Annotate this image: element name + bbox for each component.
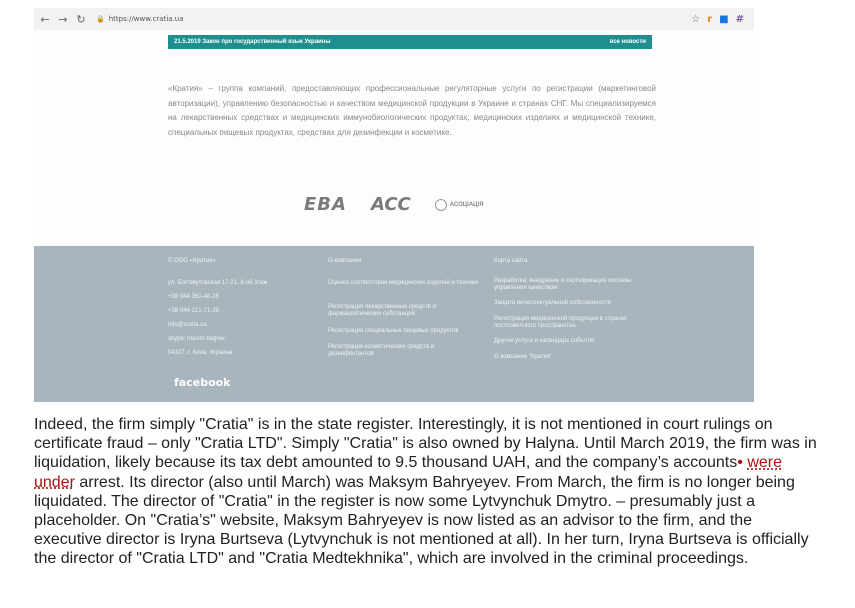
all-news-link[interactable]: все новости — [609, 39, 646, 45]
footer-email[interactable]: info@cratia.ua — [168, 322, 207, 328]
bookmark-star-icon[interactable]: ☆ — [691, 13, 701, 25]
about-paragraph: «Кратия» – группа компаний, предоставляющих профессиональные регуляторные услуги по регистрации (маркетинговой авторизации), управлению безопасностью и качеством медицинской продукции в Украине и странах СНГ. Мы специализируемся на лекарственных средствах и медицинских иммунобиологических продуктах, медицинских изделиях и медицинской технике, специальных пищевых продуктах, средствах для дезинфекции и косметике. — [168, 84, 656, 137]
website-content — [34, 30, 754, 402]
association-logo-label: АСОЦІАЦІЯ — [449, 201, 484, 208]
extension-icon[interactable]: ■ — [719, 13, 729, 25]
site-footer — [34, 246, 754, 402]
acc-logo[interactable]: ACC — [370, 194, 411, 215]
footer-link[interactable]: О компании — [328, 258, 362, 264]
footer-skype[interactable]: skype: maxim.bagrev — [168, 336, 225, 342]
footer-address: ул. Богговутовская 17-21, 6-ой этаж — [168, 280, 268, 286]
footer-link[interactable]: Другие услуги и календарь событий — [494, 338, 595, 344]
article-highlighted-text: were under — [34, 454, 782, 491]
article-part-1: Indeed, the firm simply "Cratia" is in the state register. Interestingly, it is not mentioned in court rulings on certificate fraud – only "Cratia LTD". Simply "Cratia" is also owned by Halyna. Until March 2019, the firm was in liquidation, likely because its tax debt amounted to 9.5 thousand UAH, and the company’s accounts — [34, 416, 817, 472]
extension-icon[interactable]: r — [707, 13, 713, 25]
footer-link[interactable]: Защита интеллектуальной собственности — [494, 300, 611, 306]
url-text[interactable]: https://www.cratia.ua — [108, 15, 184, 23]
news-bar — [168, 35, 652, 49]
footer-phone[interactable]: +38 044 221-71-29 — [168, 308, 219, 314]
footer-link[interactable]: Регистрация косметических средств и дезинфектантов — [328, 344, 435, 357]
article-paragraph — [34, 415, 824, 569]
footer-link[interactable]: О компании "Кратия" — [494, 354, 553, 360]
partner-logos — [304, 194, 484, 215]
lock-icon: 🔒 — [96, 15, 105, 23]
news-headline-link[interactable]: 21.5.2019 Закон про государственный язык Украины — [174, 39, 331, 45]
footer-link[interactable]: Регистрация специальных пищевых продуктов — [328, 328, 459, 334]
eba-logo[interactable]: EBA — [304, 194, 347, 215]
article-part-2: arrest. Its director (also until March) was Maksym Bahryeyev. From March, the firm is no longer being liquidated. The director of "Cratia" in the register is now some Lytvynchuk Dmytro. – presumably just a placeholder. On "Cratia’s" website, Maksym Bahryeyev is now listed as an advisor to the firm, and the executive director is Iryna Burtseva (Lytvynchuk is not mentioned at all). In her turn, Iryna Burtseva is officially the director of "Cratia LTD" and "Cratia Medtekhnika", which are involved in the criminal proceedings. — [34, 473, 809, 568]
footer-city: 04107, г. Киев, Украина — [168, 350, 233, 356]
address-bar[interactable] — [96, 11, 691, 27]
article-text — [34, 415, 824, 569]
footer-link[interactable]: Регистрация лекарственных средств и фармацевтических субстанций — [328, 304, 436, 317]
footer-link[interactable]: Карта сайта — [494, 258, 528, 264]
reload-icon[interactable]: ↻ — [76, 12, 86, 26]
forward-arrow-icon[interactable]: → — [58, 12, 68, 26]
extension-icon[interactable]: # — [735, 13, 744, 25]
footer-link[interactable]: Разработка, внедрение и сертификация системы управления качеством — [494, 278, 632, 291]
footer-copyright: © ООО «Кратия» — [168, 258, 216, 264]
footer-link[interactable]: Оценка соответствия медицинских изделий и техники — [328, 280, 478, 286]
spellcheck-dot-icon: • — [737, 454, 743, 472]
facebook-link[interactable]: facebook — [174, 376, 231, 389]
association-logo[interactable] — [435, 199, 484, 211]
browser-toolbar — [34, 8, 754, 31]
association-mark-icon — [435, 199, 447, 211]
footer-link[interactable]: Регистрация медицинской продукции в странах постсоветского пространства — [494, 316, 627, 329]
footer-phone[interactable]: +38 044 361-48-28 — [168, 294, 219, 300]
back-arrow-icon[interactable]: ← — [40, 12, 50, 26]
